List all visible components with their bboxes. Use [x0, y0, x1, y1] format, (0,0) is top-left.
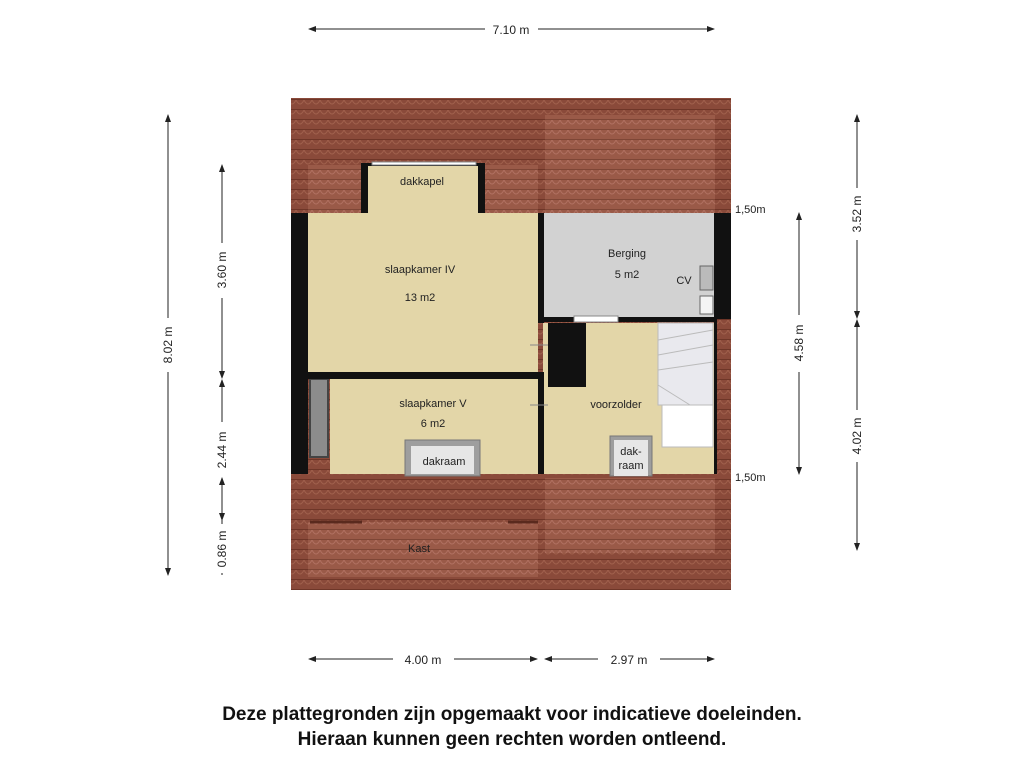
- label-dakraam-1: dakraam: [422, 456, 466, 468]
- room-berging: Berging: [608, 248, 646, 260]
- dim-bottom-left: 4.00 m: [404, 653, 442, 667]
- roof-upper-right-light: [545, 115, 715, 213]
- room-dakkapel: dakkapel: [399, 176, 445, 188]
- dim-top-total: 7.10 m: [492, 23, 530, 37]
- dim-left-middle: 2.44 m: [215, 431, 229, 469]
- dim-right-lower: 4.02 m: [850, 417, 864, 455]
- roof-lower-right-light: [545, 478, 715, 553]
- room-slaapkamer-v-area: 6 m2: [420, 418, 446, 430]
- room-slaapkamer-iv-area: 13 m2: [404, 292, 436, 304]
- label-cv: CV: [676, 275, 692, 287]
- room-berging-area: 5 m2: [614, 269, 640, 281]
- dim-right-upper: 3.52 m: [850, 195, 864, 233]
- dakkapel-floor: [366, 165, 482, 215]
- dim-right-inner: 4.58 m: [792, 324, 806, 362]
- attic-hatch: [548, 323, 586, 387]
- roof-dakkapel-right: [484, 165, 538, 213]
- roof-dakkapel-left: [308, 165, 363, 213]
- dim-left-lower: 0.86 m: [215, 530, 229, 568]
- staircase: [658, 323, 713, 447]
- dim-left-upper: 3.60 m: [215, 251, 229, 289]
- label-kast: Kast: [407, 543, 431, 555]
- label-dakraam-2-line2: raam: [618, 460, 644, 472]
- closet-strip: [310, 379, 328, 457]
- disclaimer-line-1: Deze plattegronden zijn opgemaakt voor indicatieve doeleinden.: [222, 704, 802, 725]
- dim-bottom-right: 2.97 m: [610, 653, 648, 667]
- height-mark-top: 1,50m: [735, 204, 766, 216]
- room-slaapkamer-iv: slaapkamer IV: [384, 264, 456, 276]
- label-dakraam-2-line1: dak-: [620, 446, 642, 458]
- height-mark-bottom: 1,50m: [735, 472, 766, 484]
- disclaimer-line-2: Hieraan kunnen geen rechten worden ontleend.: [297, 729, 727, 750]
- disclaimer: [0, 702, 1024, 752]
- room-voorzolder: voorzolder: [590, 399, 642, 411]
- cv-unit: [700, 266, 713, 314]
- room-slaapkamer-v: slaapkamer V: [399, 398, 467, 410]
- berging-floor: [543, 213, 715, 319]
- dim-left-total: 8.02 m: [161, 326, 175, 364]
